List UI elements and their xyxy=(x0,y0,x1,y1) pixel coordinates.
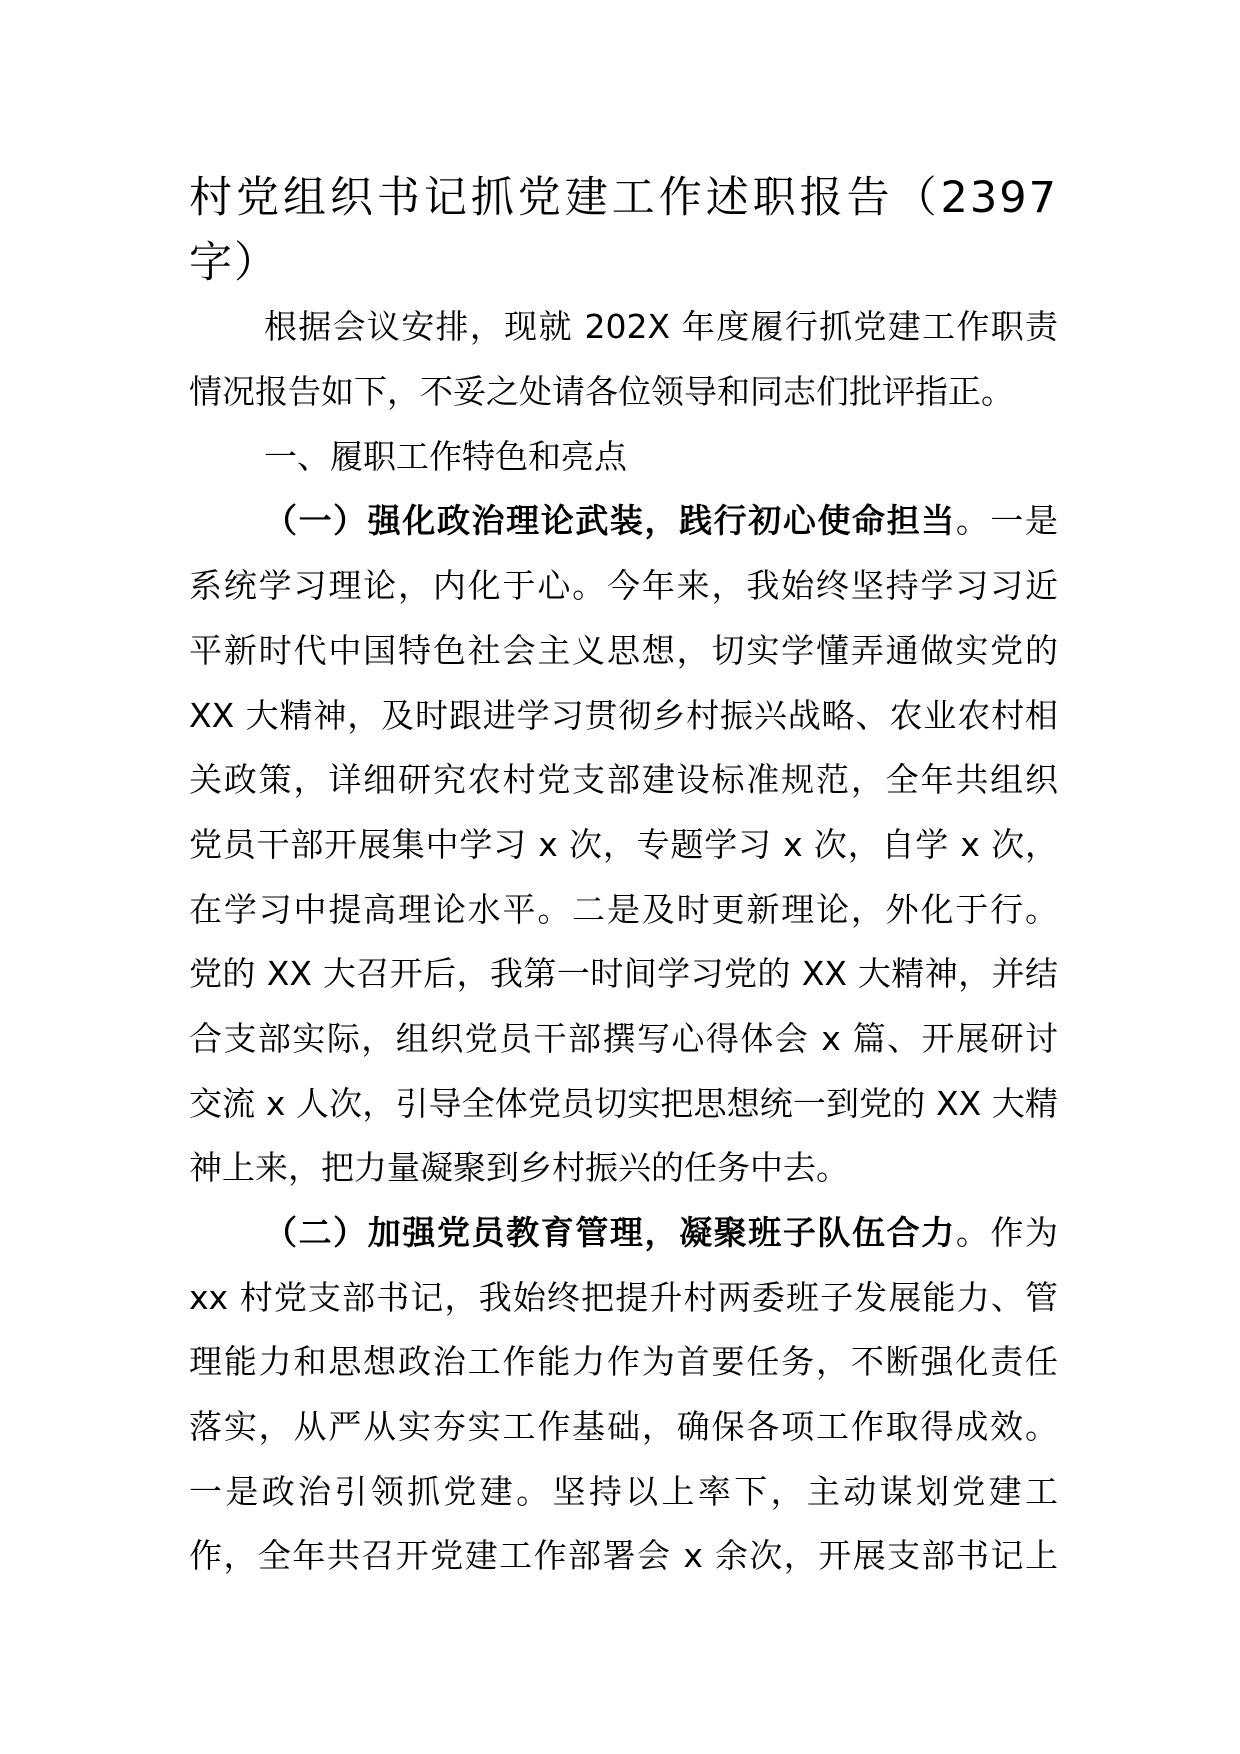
body-line: 神上来，把力量凝聚到乡村振兴的任务中去。 xyxy=(189,1148,849,1188)
document-title-line: 村党组织书记抓党建工作述职报告（2397 xyxy=(189,173,1058,223)
body-line: 作，全年共召开党建工作部署会 x 余次，开展支部书记上 xyxy=(189,1536,1058,1576)
body-text: 。作为 xyxy=(955,1213,1059,1252)
body-line: 交流 x 人次，引导全体党员切实把思想统一到党的 XX 大精 xyxy=(189,1083,1058,1123)
body-line: xx 村党支部书记，我始终把提升村两委班子发展能力、管 xyxy=(189,1277,1058,1317)
subsection-2-heading: （二）加强党员教育管理，凝聚班子队伍合力 xyxy=(264,1213,956,1252)
body-line: 一是政治引领抓党建。坚持以上率下，主动谋划党建工 xyxy=(189,1471,1058,1511)
intro-line: 情况报告如下，不妥之处请各位领导和同志们批评指正。 xyxy=(189,372,1014,412)
document-title-line: 字） xyxy=(189,237,279,288)
body-line: 关政策，详细研究农村党支部建设标准规范，全年共组织 xyxy=(189,760,1058,800)
body-text: 。一是 xyxy=(955,501,1059,541)
subsection-2-first-line xyxy=(189,1201,1058,1266)
body-line: 系统学习理论，内化于心。今年来，我始终坚持学习习近 xyxy=(189,566,1058,606)
subsection-1-heading: （一）强化政治理论武装，践行初心使命担当 xyxy=(264,501,956,541)
body-line: 理能力和思想政治工作能力作为首要任务，不断强化责任 xyxy=(189,1342,1058,1382)
document-page xyxy=(189,166,1058,1589)
body-line: 在学习中提高理论水平。二是及时更新理论，外化于行。 xyxy=(189,889,1058,929)
body-line: 平新时代中国特色社会主义思想，切实学懂弄通做实党的 xyxy=(189,630,1058,670)
section-heading: 一、履职工作特色和亮点 xyxy=(264,436,627,476)
body-line: 党员干部开展集中学习 x 次，专题学习 x 次，自学 x 次， xyxy=(189,824,1058,864)
intro-line: 根据会议安排，现就 202X 年度履行抓党建工作职责 xyxy=(264,307,1058,347)
body-line: 党的 XX 大召开后，我第一时间学习党的 XX 大精神，并结 xyxy=(189,954,1058,994)
body-line: 落实，从严从实夯实工作基础，确保各项工作取得成效。 xyxy=(189,1407,1058,1447)
body-line: XX 大精神，及时跟进学习贯彻乡村振兴战略、农业农村相 xyxy=(189,695,1058,735)
body-line: 合支部实际，组织党员干部撰写心得体会 x 篇、开展研讨 xyxy=(189,1018,1058,1058)
subsection-1-first-line xyxy=(189,489,1058,554)
